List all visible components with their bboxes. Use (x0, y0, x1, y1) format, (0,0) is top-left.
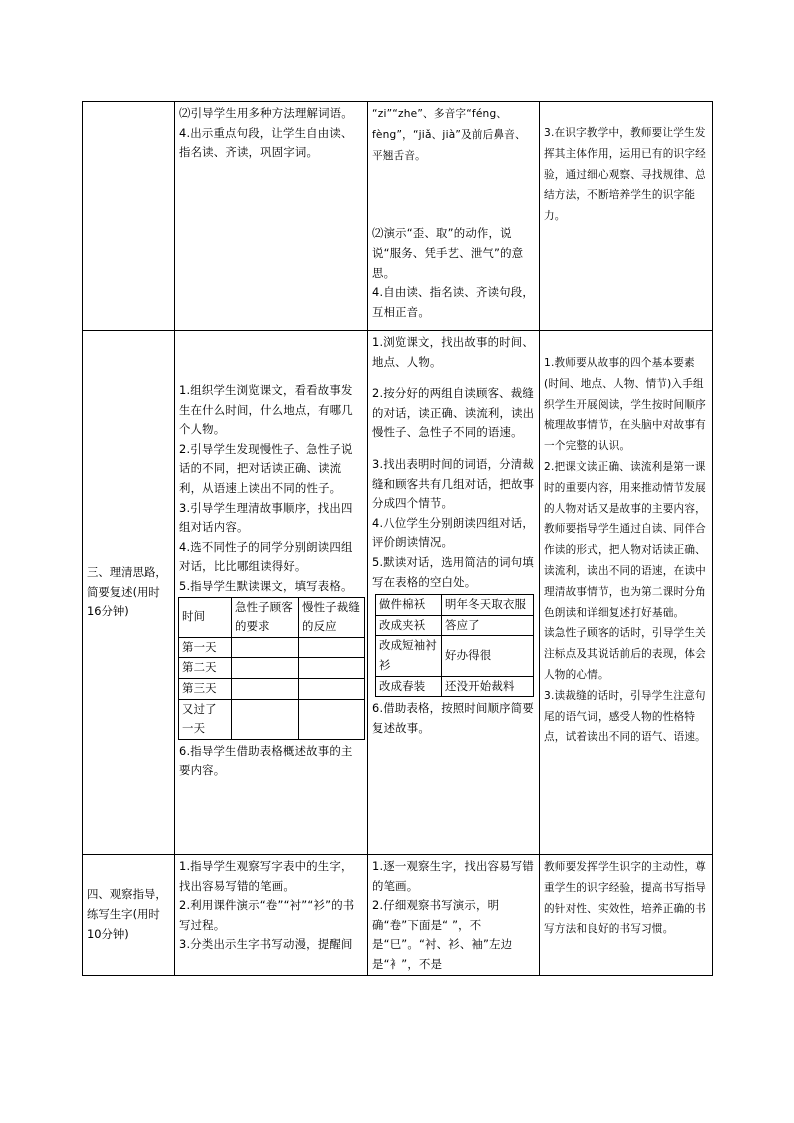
student-activity-cell (368, 855, 540, 976)
table-cell: 好办得很 (442, 636, 534, 676)
table-cell: 改成夹袄 (376, 615, 442, 636)
teacher-step: 1.组织学生浏览课文，看看故事发生在什么时间，什么地点，有哪几个人物。 (179, 383, 353, 437)
table-cell: 又过了一天 (179, 699, 232, 739)
student-step: 4.自由读、指名读、齐读句段，互相正音。 (372, 285, 534, 319)
table-cell: 明年冬天取衣服 (442, 595, 534, 616)
teacher-step: 4.选不同性子的同学分别朗读四组对话，比比哪组读得好。 (179, 539, 353, 574)
design-intent-cell (540, 855, 713, 976)
stage-title: 四、观察指导，练写生字(用时10分钟) (87, 887, 167, 941)
design-intent-text: 读急性子顾客的话时，引导学生关注标点及其说话前后的表现，体会人物的心情。 (544, 627, 706, 681)
table-cell: 改成短袖衬衫 (376, 636, 442, 676)
teacher-activity-cell (175, 855, 368, 976)
table-cell: 第二天 (179, 658, 232, 679)
table-cell: 做件棉袄 (376, 595, 442, 616)
table-cell (232, 699, 299, 739)
lesson-plan-table (82, 101, 713, 976)
table-row (83, 102, 713, 331)
design-intent-text: 1.教师要从故事的四个基本要素(时间、地点、人物、情节)入手组织学生开展阅读，学生按时间顺序梳理故事情节，在头脑中对故事有一个完整的认识。 (544, 357, 706, 453)
table-cell (232, 637, 299, 658)
teacher-step: 3.分类出示生字书写动漫，提醒间 (179, 937, 353, 952)
table-header: 慢性子裁缝的反应 (299, 597, 365, 637)
table-cell: 还没开始裁料 (442, 676, 534, 697)
student-step: ⑵演示“歪、取”的动作，说说“服务、凭手艺、泄气”的意思。 (372, 226, 524, 280)
table-cell (299, 658, 365, 679)
student-step: 5.默读对话，选用简洁的词句填写在表格的空白处。 (372, 554, 534, 589)
student-activity-cell (368, 102, 540, 331)
table-cell: 答应了 (442, 615, 534, 636)
stage-cell (83, 331, 175, 855)
table-cell: 第三天 (179, 678, 232, 699)
design-intent-text: 3.在识字教学中，教师要让学生发挥其主体作用，运用已有的识字经验，通过细心观察、寻找规律、总结方法，不断培养学生的识字能力。 (544, 127, 706, 223)
student-step: 2.按分好的两组自读顾客、裁缝的对话，读正确、读流利，读出慢性子、急性子不同的语速。 (372, 386, 535, 440)
student-step: 2.仔细观察书写演示，明确“卷”下面是“ ”，不是“巳”。“衬、衫、袖”左边是“衤”，不是 (372, 898, 513, 971)
student-step: 4.八位学生分别朗读四组对话，评价朗读情况。 (372, 515, 534, 550)
table-cell (299, 699, 365, 739)
teacher-activity-cell (175, 331, 368, 855)
student-step: 3.找出表明时间的词语，分清裁缝和顾客共有几组对话，把故事分成四个情节。 (372, 456, 535, 511)
table-header: 时间 (179, 597, 232, 637)
student-step: 1.浏览课文，找出故事的时间、地点、人物。 (372, 335, 534, 369)
teacher-activity-cell (175, 102, 368, 331)
table-cell (232, 678, 299, 699)
table-row (83, 855, 713, 976)
design-intent-cell (540, 331, 713, 855)
design-intent-text: 2.把课文读正确、读流利是第一课时的重要内容，用来推动情节发展的人物对话又是故事的主要内容，教师要指导学生通过自读、同伴合作读的形式，把人物对话读正确、读流利，读出不同的语速，在读中理清故事情节，也为第二课时分角色朗读和详细复述打好基础。 (544, 460, 706, 619)
stage-title: 三、理清思路，简要复述(用时16分钟) (87, 565, 167, 619)
stage-cell (83, 102, 175, 331)
teacher-step: 2.引导学生发现慢性子、急性子说话的不同，把对话读正确、读流利，从语速上读出不同的性子。 (179, 441, 353, 495)
table-cell: 第一天 (179, 637, 232, 658)
design-intent-cell (540, 102, 713, 331)
table-cell: 改成春装 (376, 676, 442, 697)
teacher-step: 5.指导学生默读课文，填写表格。 (179, 578, 353, 593)
table-row (83, 331, 713, 855)
teacher-step: ⑵引导学生用多种方法理解词语。 (179, 106, 353, 120)
table-cell (232, 658, 299, 679)
student-step: “zi”“zhe”、多音字“féng、fèng”，“jiǎ、jià”及前后鼻音、平翘舌音。 (372, 108, 526, 162)
teacher-step: 6.指导学生借助表格概述故事的主要内容。 (179, 743, 353, 778)
student-step: 1.逐一观察生字，找出容易写错的笔画。 (372, 859, 534, 893)
design-intent-text: 教师要发挥学生识字的主动性，尊重学生的识字经验，提高书写指导的针对性、实效性，培养正确的书写方法和良好的书写习惯。 (544, 861, 706, 936)
teacher-step: 2.利用课件演示“卷”“衬”“衫”的书写过程。 (179, 898, 355, 932)
teacher-step: 4.出示重点句段，让学生自由读、指名读、齐读，巩固字词。 (179, 125, 353, 160)
design-intent-text: 3.读裁缝的话时，引导学生注意句尾的语气词，感受人物的性格特点，试着读出不同的语气、语速。 (544, 689, 706, 744)
table-cell (299, 678, 365, 699)
clothing-table (375, 594, 534, 697)
table-header: 急性子顾客的要求 (232, 597, 299, 637)
teacher-step: 1.指导学生观察写字表中的生字，找出容易写错的笔画。 (179, 859, 353, 893)
teacher-step: 3.引导学生理清故事顺序，找出四组对话内容。 (179, 500, 353, 535)
time-reaction-table (178, 597, 365, 740)
stage-cell (83, 855, 175, 976)
student-step: 6.借助表格，按照时间顺序简要复述故事。 (372, 701, 534, 735)
student-activity-cell (368, 331, 540, 855)
table-cell (299, 637, 365, 658)
